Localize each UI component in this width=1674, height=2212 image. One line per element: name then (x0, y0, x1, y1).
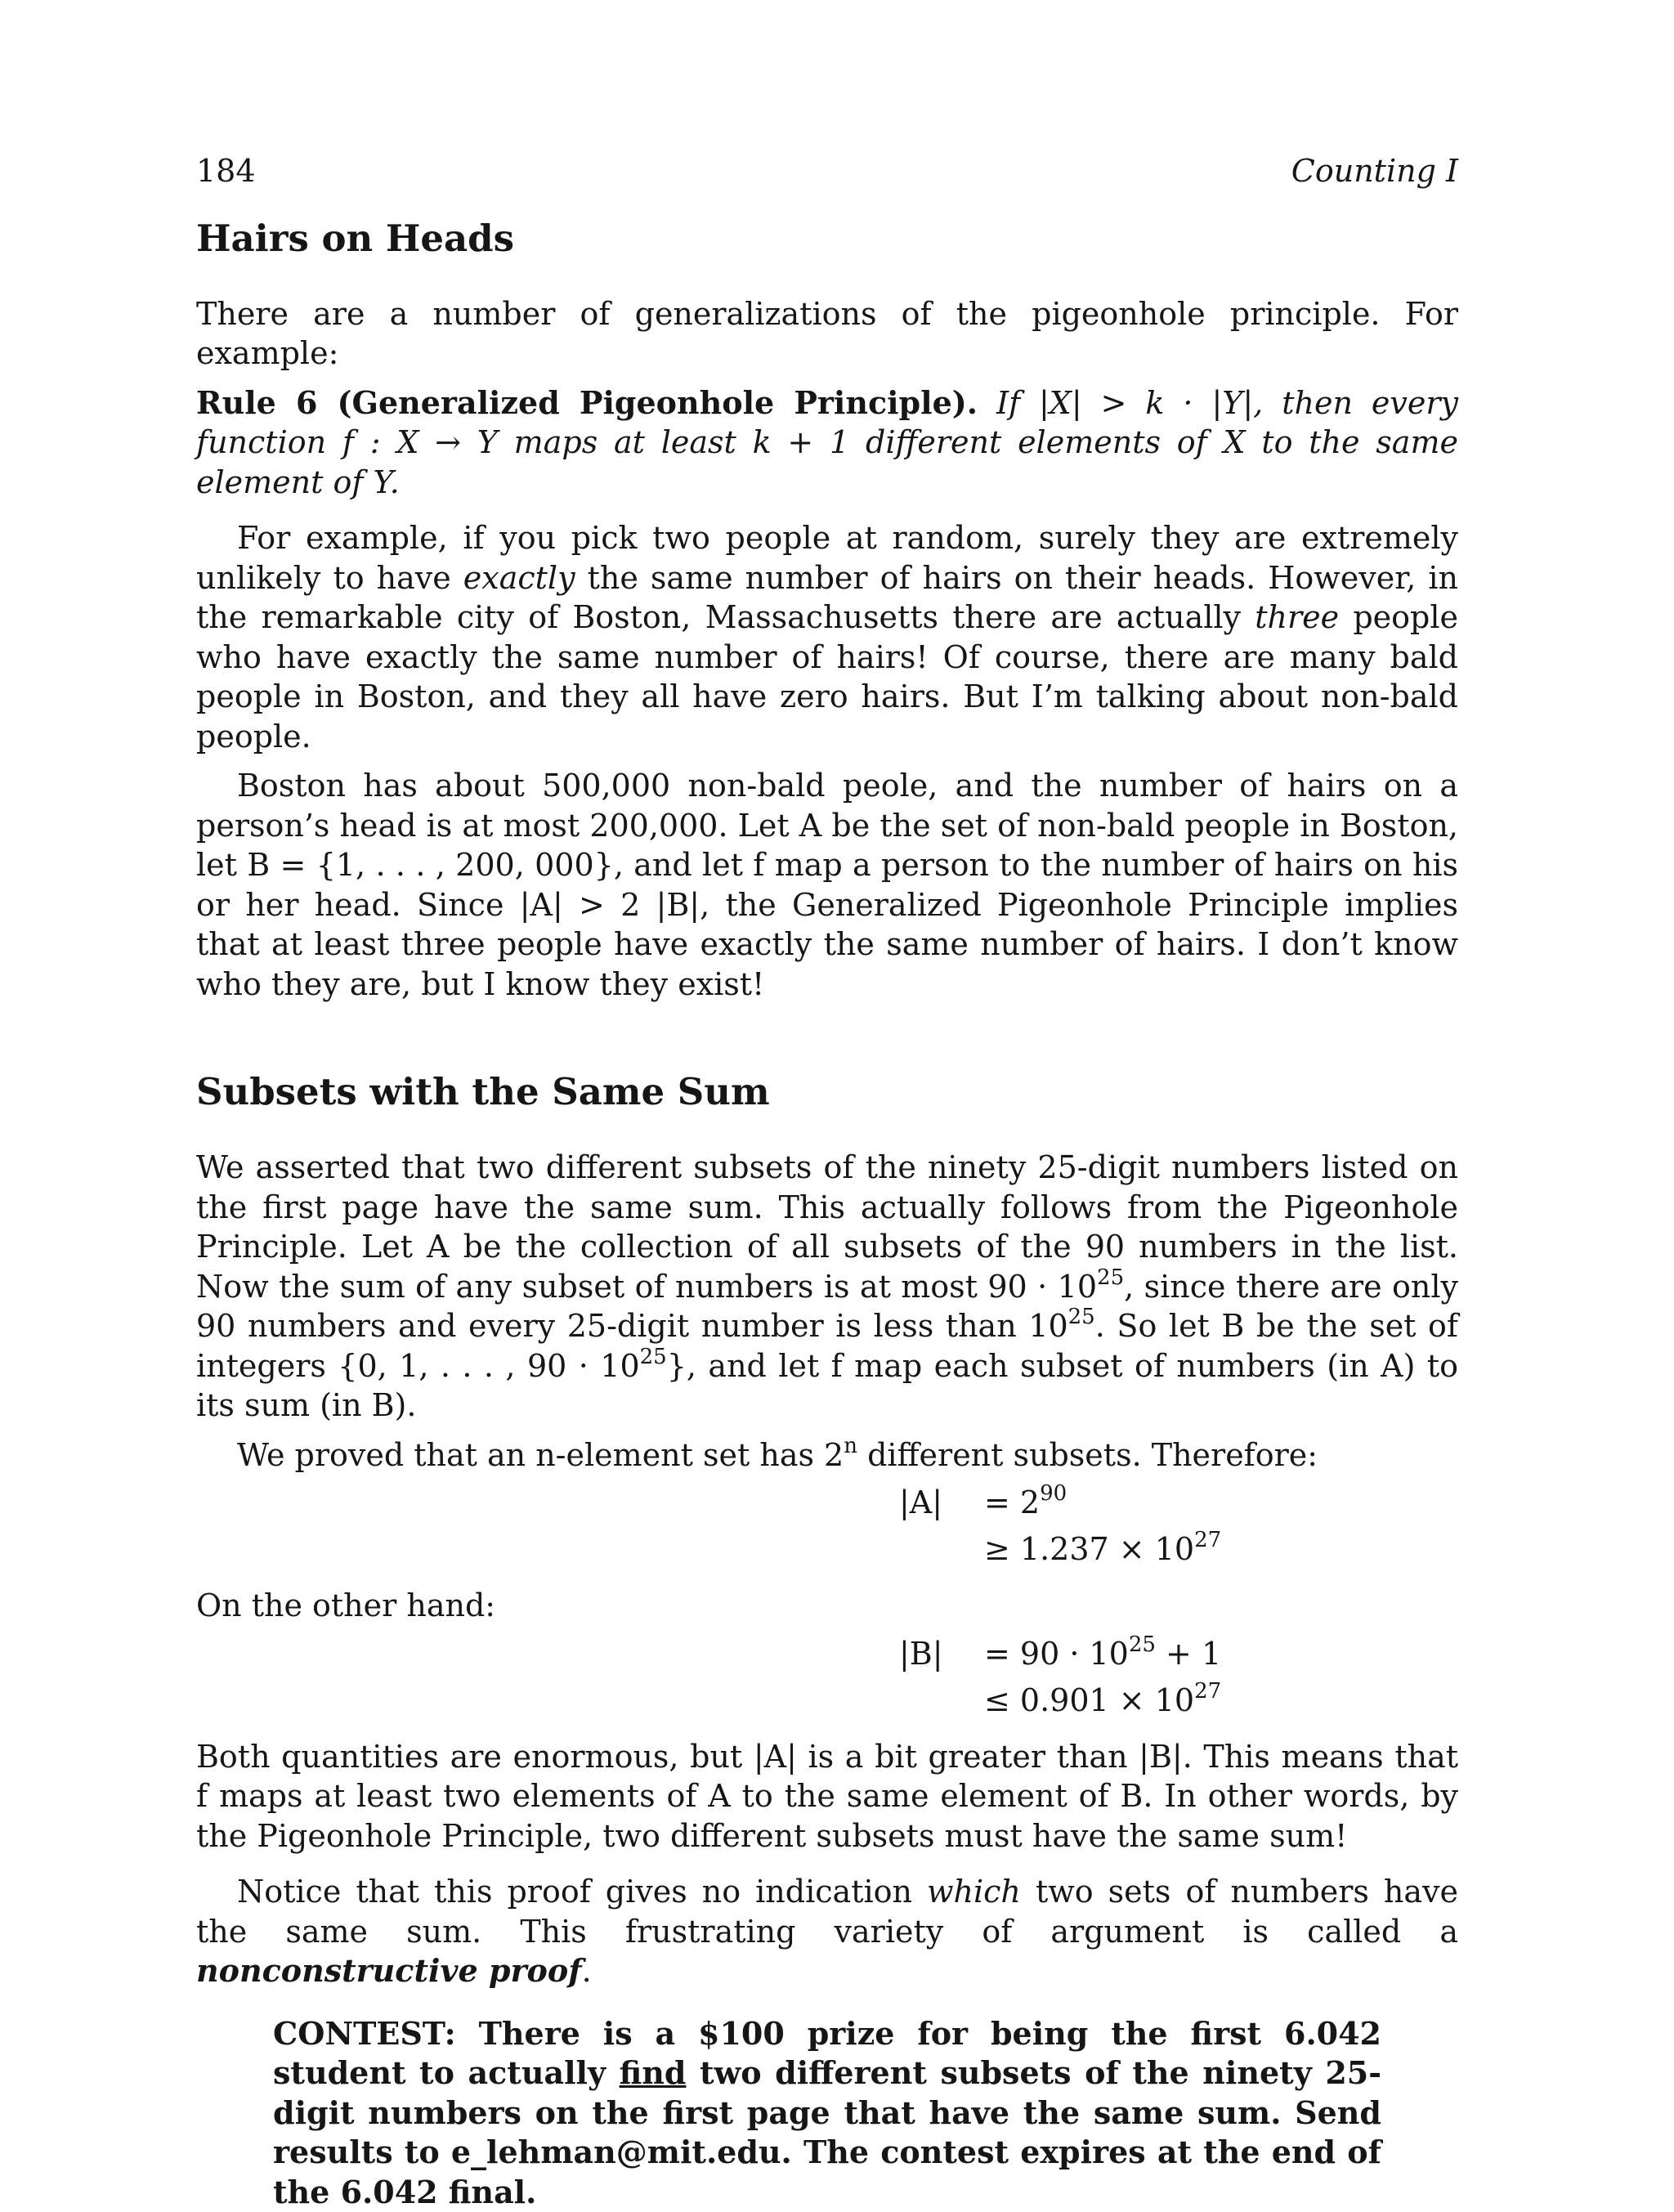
superscript: 27 (1194, 1679, 1221, 1704)
rule-label: Rule 6 (Generalized Pigeonhole Principle). (196, 384, 978, 421)
equation-row (899, 1483, 1458, 1529)
text-run: For example, if you pick two people at random, surely they are extremely unlikely to have (196, 520, 1458, 596)
text-run: people who have exactly the same number of hairs! Of course, there are many bald people in Boston, and they all have zero hairs. But I’m talking about non-bald people. (196, 599, 1458, 754)
superscript: 25 (1097, 1265, 1124, 1290)
text-run: We proved that an n-element set has 2 (237, 1437, 844, 1473)
text-run: Notice that this proof gives no indication (237, 1874, 927, 1910)
text-run: }, and let f map each subset of numbers (in A) to its sum (in B). (196, 1348, 1458, 1424)
equation-B (899, 1634, 1458, 1727)
term-nonconstructive-proof: nonconstructive proof (196, 1952, 582, 1989)
equation-rhs: ≤ 0.901 × 10 (984, 1682, 1194, 1718)
equation-rhs: + 1 (1156, 1636, 1221, 1672)
equation-row (899, 1529, 1458, 1576)
section-title-hairs: Hairs on Heads (196, 216, 1458, 262)
rule-6-statement (196, 383, 1458, 503)
section-title-subsets: Subsets with the Same Sum (196, 1069, 1458, 1115)
page-content (196, 151, 1458, 2212)
superscript: 90 (1040, 1481, 1067, 1506)
subsets-paragraph-1 (196, 1148, 1458, 1426)
superscript: 27 (1194, 1528, 1221, 1552)
text-run: the same number of hairs on their heads. However, in the remarkable city of Boston, Massachusetts there are actually (196, 560, 1458, 636)
hairs-paragraph-1 (196, 518, 1458, 756)
emphasis-which: which (927, 1874, 1021, 1910)
other-hand-text: On the other hand: (196, 1586, 1458, 1626)
equation-row (899, 1634, 1458, 1681)
page-number: 184 (196, 151, 256, 191)
text-run: We asserted that two different subsets of the ninety 25-digit numbers listed on the first page have the same sum. This actually follows from the Pigeonhole Principle. Let A be the collection of all subsets of the 90 numbers in the list. Now the sum of any subset of numbers is at most 90 · 10 (196, 1149, 1458, 1305)
intro-paragraph: There are a number of generalizations of the pigeonhole principle. For example: (196, 294, 1458, 374)
subsets-paragraph-4 (196, 1872, 1458, 1991)
running-title: Counting I (1291, 151, 1458, 191)
text-run: two sets of numbers have the same sum. This frustrating variety of argument is called a (196, 1874, 1458, 1950)
emphasis-exactly: exactly (463, 560, 575, 596)
hairs-paragraph-2: Boston has about 500,000 non-bald peole, and the number of hairs on a person’s head is at most 200,000. Let A be the set of non-bald people in Boston, let B = {1, . . . , 200, 000}, and let f map a person to the number of hairs on his or her head. Since |A| > 2 |B|, the Generalized Pigeonhole Principle implies that at least three people have exactly the same number of hairs. I don’t know who they are, but I know they exist! (196, 766, 1458, 1004)
text-run: different subsets. Therefore: (857, 1437, 1318, 1473)
running-header (196, 151, 1458, 191)
equation-A (899, 1483, 1458, 1576)
subsets-paragraph-2 (196, 1435, 1458, 1475)
equation-lhs: |A| (899, 1483, 984, 1523)
text-run: . (582, 1953, 592, 1989)
underlined-find: find (620, 2054, 687, 2091)
equation-rhs: ≥ 1.237 × 10 (984, 1531, 1194, 1567)
superscript: 25 (1129, 1632, 1156, 1657)
equation-lhs: |B| (899, 1634, 984, 1674)
text-run: , since there are only 90 numbers and every 25-digit number is less than 10 (196, 1269, 1458, 1345)
superscript: 25 (640, 1345, 667, 1369)
text-run: . So let B be the set of integers {0, 1, . . . , 90 · 10 (196, 1308, 1458, 1384)
equation-row (899, 1681, 1458, 1727)
equation-rhs: = 2 (984, 1484, 1040, 1520)
subsets-paragraph-3: Both quantities are enormous, but |A| is a bit greater than |B|. This means that f maps at least two elements of A to the same element of B. In other words, by the Pigeonhole Principle, two different subsets must have the same sum! (196, 1737, 1458, 1856)
emphasis-three: three (1255, 599, 1339, 635)
contest-notice (273, 2014, 1381, 2212)
superscript: n (844, 1434, 857, 1458)
text-run: two different subsets of the ninety 25-digit numbers on the first page that have the same sum. Send results to e_lehman@mit.edu. The contest expires at the end of the 6.042 final. (273, 2054, 1381, 2210)
text-run: CONTEST: There is a $100 prize for being the first 6.042 student to actually (273, 2015, 1381, 2092)
superscript: 25 (1068, 1305, 1095, 1329)
equation-rhs: = 90 · 10 (984, 1636, 1129, 1672)
rule-text: If |X| > k · |Y|, then every function f : X → Y maps at least k + 1 different elements of X to the same element of Y. (196, 385, 1458, 500)
